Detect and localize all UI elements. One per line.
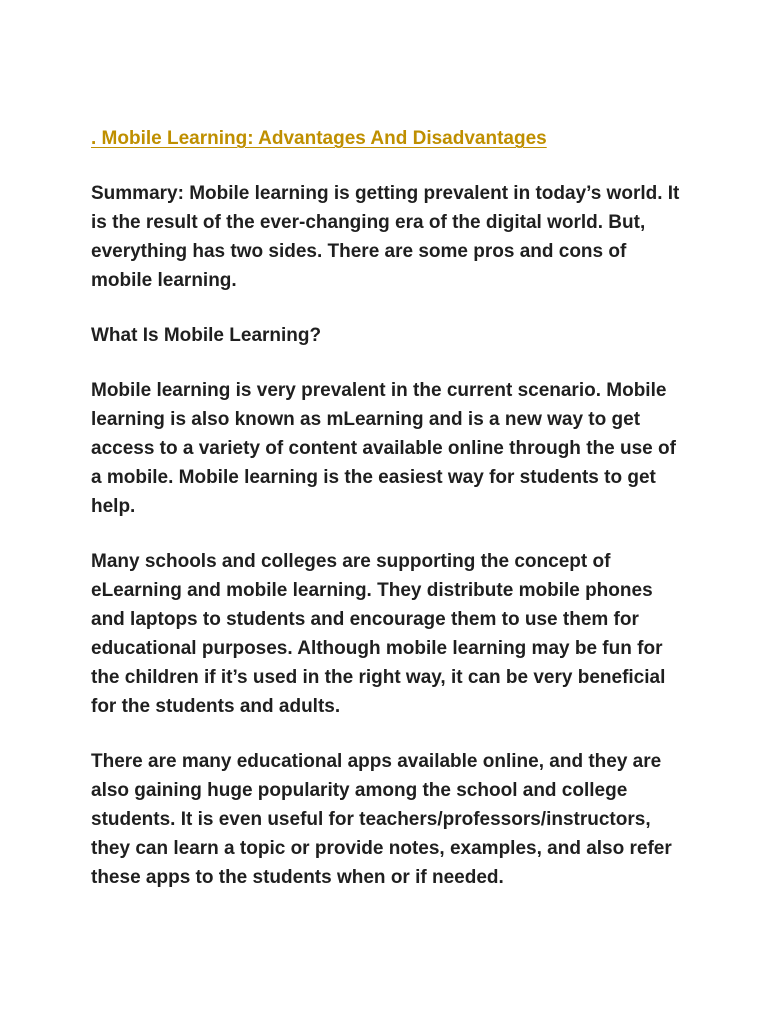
body-paragraph-2: Many schools and colleges are supporting the concept of eLearning and mobile learning. They distribute mobile phones and laptops to students and encourage them to use them for educational purposes. Although mobile learning may be fun for the children if it’s used in the right way, it can be very beneficial for the students and adults. <box>91 551 666 717</box>
section-heading: What Is Mobile Learning? <box>91 325 322 346</box>
summary-paragraph: Summary: Mobile learning is getting prevalent in today’s world. It is the result of the ever-changing era of the digital world. But, everything has two sides. There are some pros and cons of mobile learning. <box>91 183 680 291</box>
body-paragraph-1: Mobile learning is very prevalent in the current scenario. Mobile learning is also known as mLearning and is a new way to get access to a variety of content available online through the use of a mobile. Mobile learning is the easiest way for students to get help. <box>91 380 676 517</box>
body-paragraph-3: There are many educational apps available online, and they are also gaining huge popularity among the school and college students. It is even useful for teachers/professors/instructors, they can learn a topic or provide notes, examples, and also refer these apps to the students when or if needed. <box>91 751 672 888</box>
document-page <box>91 124 691 918</box>
document-title-link[interactable]: . Mobile Learning: Advantages And Disadvantages <box>91 128 547 149</box>
